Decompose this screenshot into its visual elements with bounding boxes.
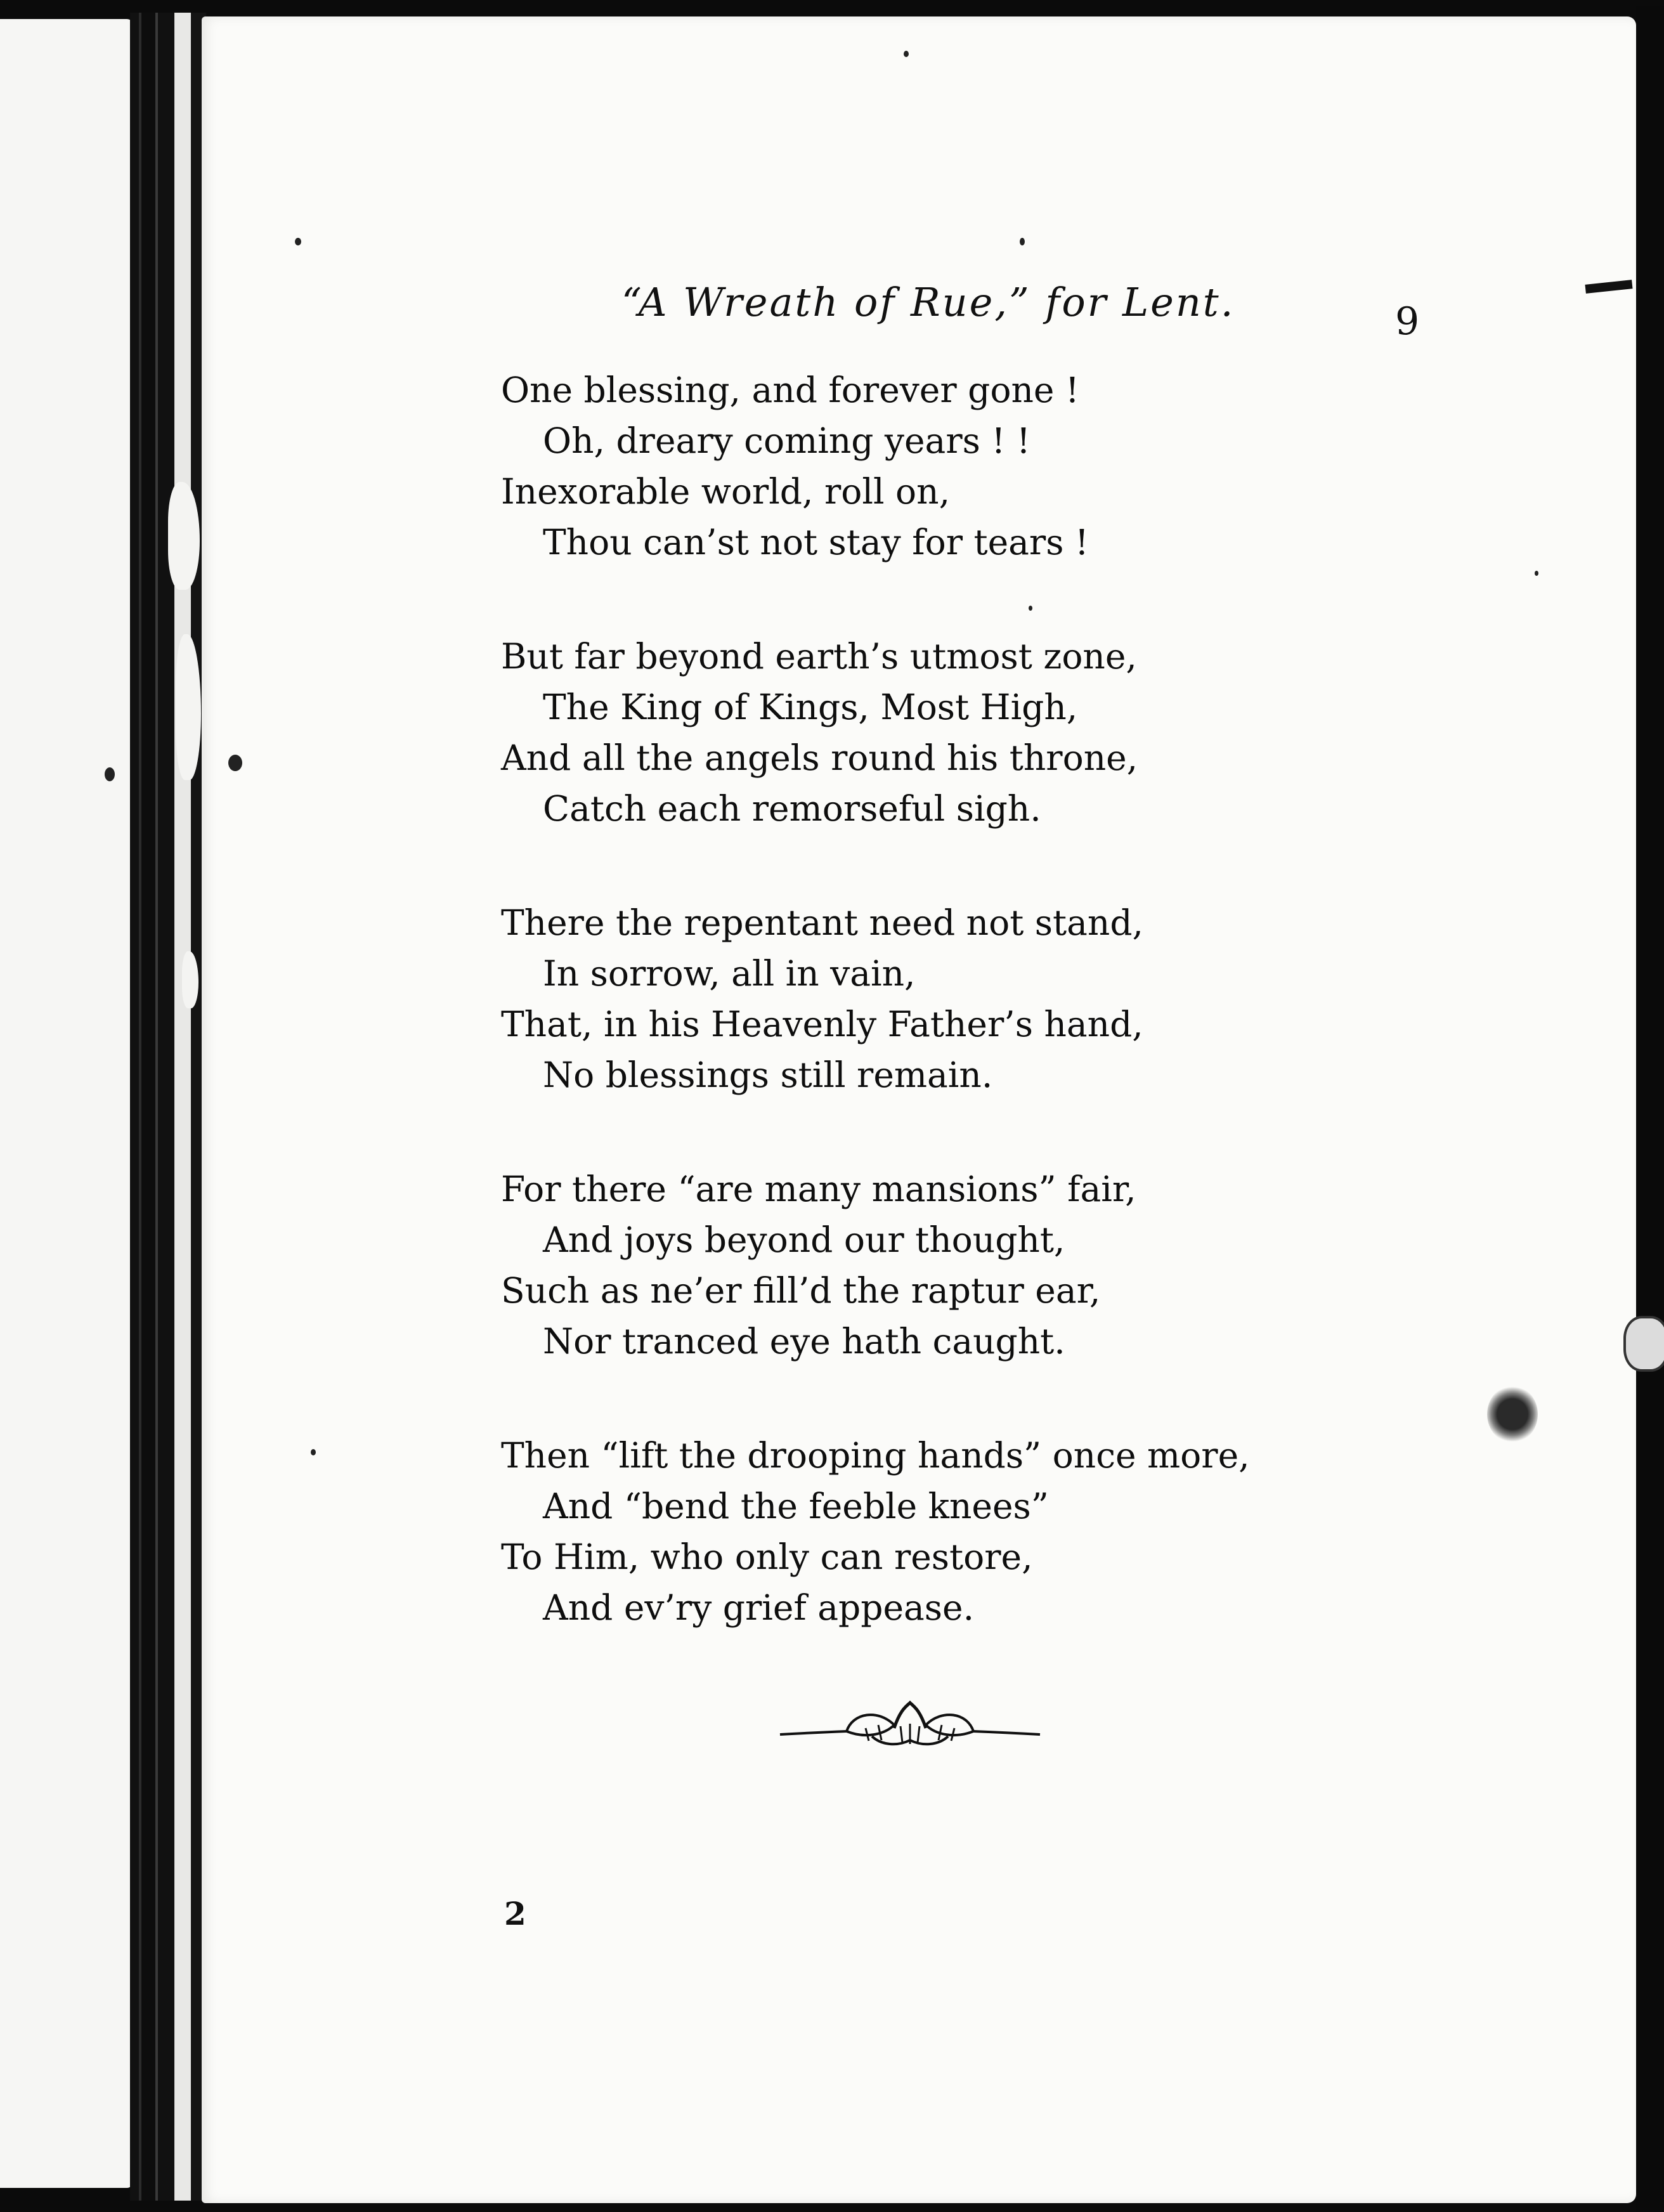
speck (295, 238, 301, 245)
torn-binding-fragment (176, 634, 201, 780)
speck (105, 767, 115, 781)
poem-line: There the repentant need not stand, (501, 902, 1144, 943)
poem-line: And ev’ry grief appease. (543, 1587, 975, 1628)
poem-line: Then “lift the drooping hands” once more, (501, 1435, 1250, 1476)
edge-clip (1623, 1316, 1664, 1372)
poem-line: To Him, who only can restore, (501, 1537, 1033, 1577)
poem-line: But far beyond earth’s utmost zone, (501, 636, 1137, 677)
poem-line: And “bend the feeble knees” (543, 1486, 1049, 1526)
poem-line: And joys beyond our thought, (543, 1220, 1065, 1260)
torn-binding-fragment (168, 482, 200, 590)
stanza (501, 631, 1376, 834)
poem-line: Catch each remorseful sigh. (543, 788, 1041, 829)
poem-line: No blessings still remain. (543, 1055, 993, 1095)
poem-line: In sorrow, all in vain, (543, 953, 916, 994)
torn-binding-fragment (182, 951, 198, 1008)
page-number: 9 (1395, 299, 1420, 344)
running-title: “A Wreath of Rue,” for Lent. (621, 279, 1235, 325)
floral-flourish-icon (777, 1700, 1043, 1757)
poem-line: One blessing, and forever gone ! (501, 370, 1080, 410)
poem-line: That, in his Heavenly Father’s hand, (501, 1004, 1143, 1044)
ink-stain (1487, 1386, 1538, 1443)
book-binding (130, 13, 206, 2201)
poem-line: For there “are many mansions” fair, (501, 1169, 1136, 1209)
poem-line: Such as ne’er fill’d the raptur ear, (501, 1270, 1101, 1311)
speck (904, 51, 909, 57)
stanza (501, 1430, 1376, 1633)
poem (501, 365, 1376, 1696)
poem-line: Inexorable world, roll on, (501, 471, 951, 512)
speck (311, 1449, 316, 1455)
page-right-edge (1636, 6, 1664, 2212)
poem-line: Oh, dreary coming years ! ! (543, 420, 1031, 461)
speck (1020, 238, 1025, 245)
left-facing-page (0, 19, 133, 2188)
stanza (501, 1164, 1376, 1367)
poem-line: Thou can’st not stay for tears ! (543, 522, 1089, 563)
speck (1535, 571, 1538, 576)
speck (228, 755, 242, 771)
poem-line: Nor tranced eye hath caught. (543, 1321, 1065, 1362)
poem-line: The King of Kings, Most High, (543, 687, 1078, 727)
running-header (621, 279, 1256, 349)
signature-mark: 2 (504, 1895, 526, 1932)
stanza (501, 365, 1376, 568)
poem-line: And all the angels round his throne, (501, 738, 1138, 778)
stanza (501, 897, 1376, 1100)
